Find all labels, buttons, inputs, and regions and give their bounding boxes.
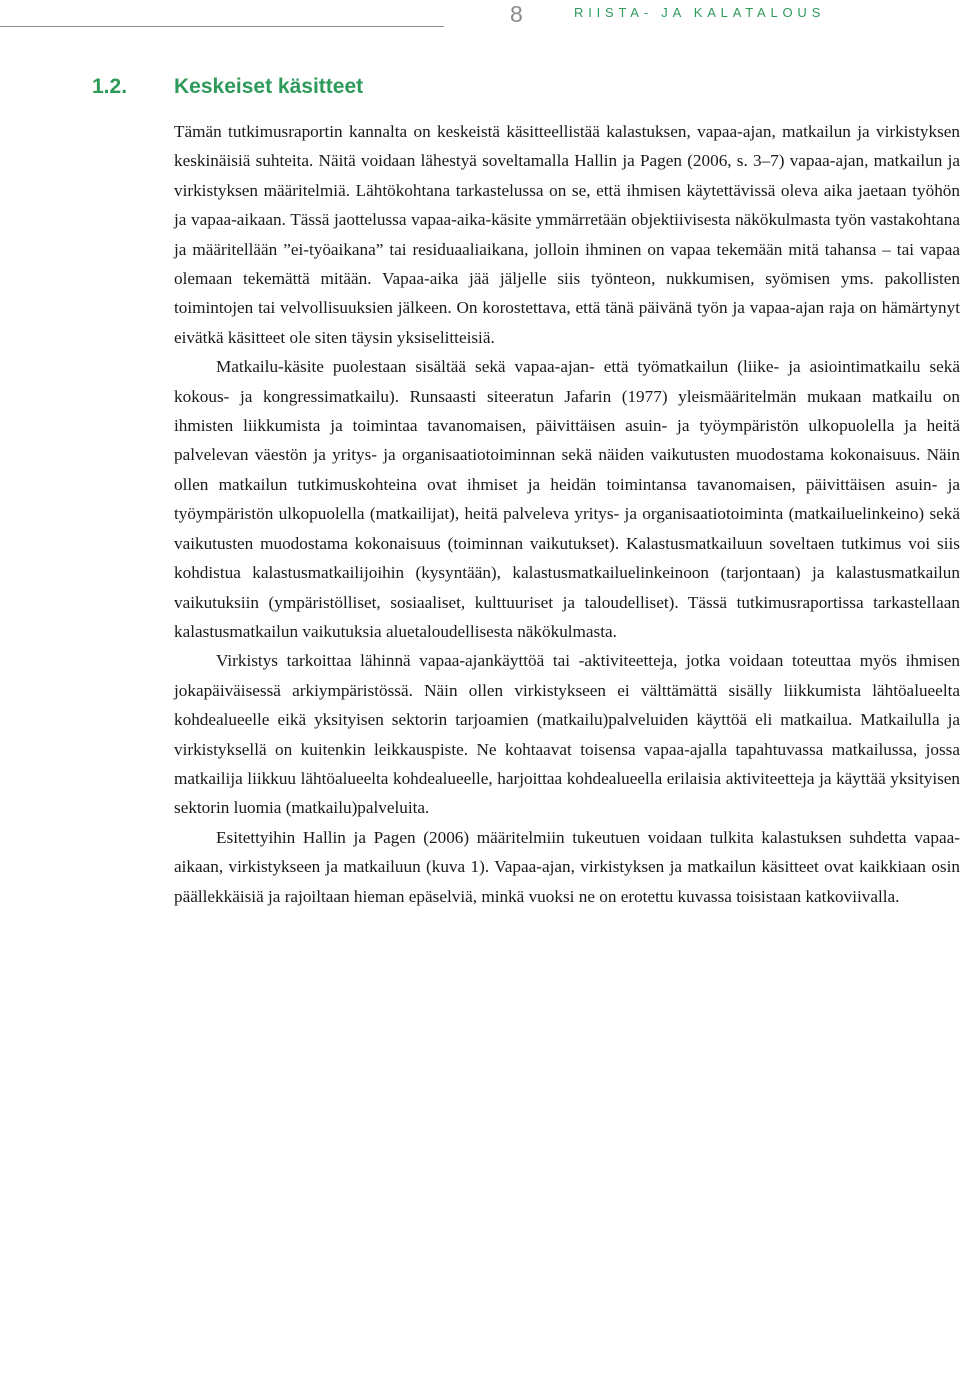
paragraph-2: Matkailu-käsite puolestaan sisältää sekä vapaa-ajan- että työmatkailun (liike- ja asiointimatkailu sekä kokous- ja kongressimatkailu). Runsaasti siteeratun Jafarin (1977) yleismääritelmän mukaan matkailu on ihmisten liikkumista ja toimintaa tavanomaisen, päivittäisen asuin- ja työympäristön ulkopuolella ja heitä palvelevan väestön ja yritys- ja organisaatiotoiminnan sekä näiden vaikutusten muodostama kokonaisuus. Näin ollen matkailun tutkimuskohteina ovat ihmiset ja heidän toimintansa tavanomaisen, päivittäisen asuin- ja työympäristön ulkopuolella (matkailijat), heitä palveleva yritys- ja organisaatiotoiminta (matkailuelinkeino) sekä vaikutusten muodostama kokonaisuus (toiminnan vaikutukset). Kalastusmatkailuun soveltaen tutkimus voi siis kohdistua kalastusmatkailijoihin (kysyntään), kalastusmatkailuelinkeinoon (tarjontaan) ja kalastusmatkailun vaikutuksiin (ympäristölliset, sosiaaliset, kulttuuriset ja taloudelliset). Tässä tutkimusraportissa tarkastellaan kalastusmatkailun vaikutuksia aluetaloudellisesta näkökulmasta. (174, 357, 960, 641)
paragraph-4: Esitettyihin Hallin ja Pagen (2006) määritelmiin tukeutuen voidaan tulkita kalastuksen suhdetta vapaa-aikaan, virkistykseen ja matkailuun (kuva 1). Vapaa-ajan, virkistyksen ja matkailun käsitteet ovat kaikkiaan osin päällekkäisiä ja rajoiltaan hieman epäselviä, minkä vuoksi ne on erotettu kuvassa toisistaan katkoviivalla. (174, 827, 960, 906)
page-number: 8 (510, 1, 523, 27)
section-title: Keskeiset käsitteet (174, 75, 364, 98)
header-rule (0, 26, 444, 27)
section-number: 1.2. (92, 75, 128, 98)
paragraph-1: Tämän tutkimusraportin kannalta on keskeistä käsitteellistää kalastuksen, vapaa-ajan, matkailun ja virkistyksen keskinäisiä suhteita. Näitä voidaan lähestyä soveltamalla Hallin ja Pagen (2006, s. 3–7) vapaa-ajan, matkailun ja virkistyksen määritelmiä. Lähtökohtana tarkastelussa on se, että ihmisen käytettävissä oleva aika jaetaan työhön ja vapaa-aikaan. Tässä jaottelussa vapaa-aika-käsite ymmärretään objektiivisesta näkökulmasta työn vastakohtana ja määritellään ”ei-työaikana” tai residuaaliaikana, jolloin ihminen on vapaa tekemään mitä tahansa – tai vapaa olemaan tekemättä mitään. Vapaa-aika jää jäljelle siis työnteon, nukkumisen, syömisen yms. pakollisten toimintojen tai velvollisuuksien jälkeen. On korostettava, että tänä päivänä työn ja vapaa-ajan raja on hämärtynyt eivätkä käsitteet ole siten täysin yksiselitteisiä. (174, 122, 960, 347)
body-text (174, 117, 960, 911)
running-header: RIISTA- JA KALATALOUS (574, 5, 826, 20)
paragraph-3: Virkistys tarkoittaa lähinnä vapaa-ajankäyttöä tai -aktiviteetteja, jotka voidaan toteuttaa myös ihmisen jokapäiväisessä arkiympäristössä. Näin ollen virkistykseen ei välttämättä sisälly liikkumista lähtöalueelta kohdealueelle eikä yksityisen sektorin tarjoamien (matkailu)palveluiden käyttöä eli matkailua. Matkailulla ja virkistyksellä on kuitenkin leikkauspiste. Ne kohtaavat toisensa vapaa-ajalla tapahtuvassa matkailussa, jossa matkailija liikkuu lähtöalueelta kohdealueelle, harjoittaa kohdealueella erilaisia aktiviteetteja ja käyttää yksityisen sektorin luomia (matkailu)palveluita. (174, 651, 960, 818)
